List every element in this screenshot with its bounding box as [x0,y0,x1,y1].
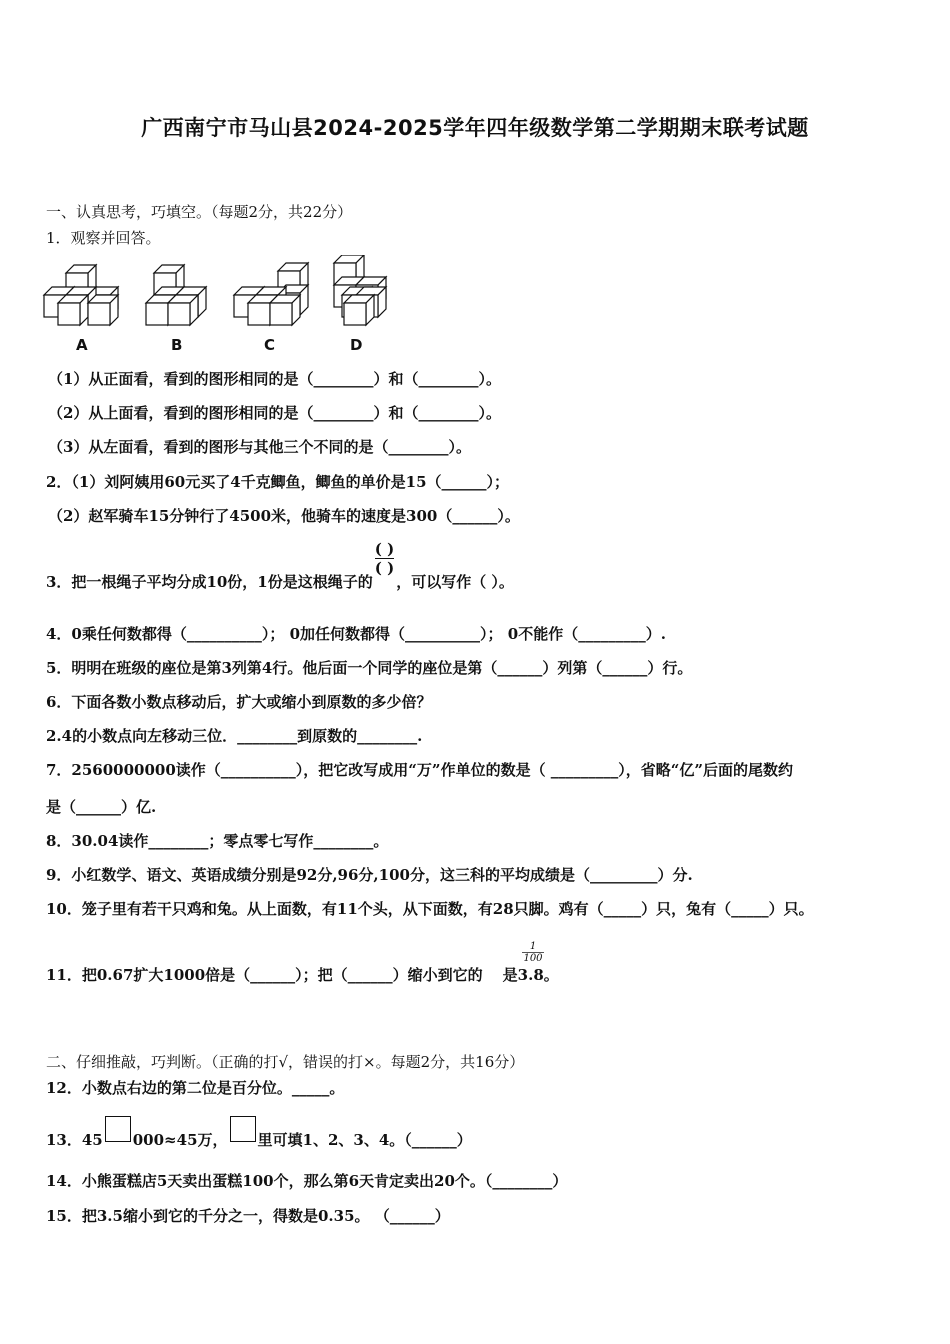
q11-text-after: 是3.8。 [502,966,559,984]
q6-stem: 6．下面各数小数点移动后，扩大或缩小到原数的多少倍？ [46,693,432,711]
section2-heading: 二、仔细推敲，巧判断。（正确的打√，错误的打×。每题2分，共16分） [46,1053,525,1071]
q11-line [46,965,559,985]
q2-part2: （2）赵军骑车15分钟行了4500米，他骑车的速度是300（______）。 [48,507,520,525]
label-b: B [171,336,183,354]
q1-stem: 1．观察并回答。 [46,229,161,247]
q3-text-before: 3．把一根绳子平均分成10份，1份是这根绳子的 [46,572,373,591]
q11-frac-den: 100 [523,953,543,964]
figure-c [234,263,308,325]
q3-frac-den: ( ) [374,559,395,577]
q7-line2: 是（______）亿. [46,798,157,816]
q13-line [46,1124,472,1150]
q5-text: 5．明明在班级的座位是第3列第4行。他后面一个同学的座位是第（______）列第（______）行。 [46,659,693,677]
q13-text-c: 里可填1、2、3、4。（______） [257,1131,472,1149]
section1-heading: 一、认真思考，巧填空。（每题2分，共22分） [46,203,353,221]
q3-line [46,540,514,591]
q13-box-reference [230,1116,256,1142]
q13-blank-box[interactable] [105,1116,131,1142]
q12-text: 12．小数点右边的第二位是百分位。_____。 [46,1079,345,1097]
q1-part2: （2）从上面看，看到的图形相同的是（________）和（________）。 [48,404,501,422]
label-d: D [350,336,363,354]
figure-d [334,255,386,325]
q3-text-after: ，可以写作（ ）。 [396,572,514,591]
figure-a [44,265,118,325]
q6-line: 2.4的小数点向左移动三位．________到原数的________. [46,727,423,745]
q4-text: 4．0乘任何数都得（__________）； 0加任何数都得（__________）； 0不能作（_________）. [46,625,666,643]
q11-fraction [522,941,544,964]
q13-text-a: 13．45 [46,1131,103,1149]
q2-part1: 2．（1）刘阿姨用60元买了4千克鲫鱼，鲫鱼的单价是15（______）； [46,473,510,491]
q1-part3: （3）从左面看，看到的图形与其他三个不同的是（________）。 [48,438,471,456]
q11-frac-num: 1 [529,941,537,952]
page-title: 广西南宁市马山县2024-2025学年四年级数学第二学期期末联考试题 [141,116,809,140]
q3-fraction [375,540,394,577]
label-c: C [264,336,276,354]
q14-text: 14．小熊蛋糕店5天卖出蛋糕100个，那么第6天肯定卖出20个。（________） [46,1172,568,1190]
q9-text: 9．小红数学、语文、英语成绩分别是92分,96分,100分，这三科的平均成绩是（_________）分. [46,866,693,884]
q10-text: 10．笼子里有若干只鸡和兔。从上面数，有11个头，从下面数，有28只脚。鸡有（_____）只，兔有（_____）只。 [46,900,814,918]
cube-figures [40,255,400,355]
q13-text-b: 000≈45万， [132,1131,228,1149]
q8-text: 8．30.04读作________；零点零七写作________。 [46,832,389,850]
q15-text: 15．把3.5缩小到它的千分之一，得数是0.35。 （______） [46,1207,450,1225]
label-a: A [76,336,88,354]
q11-text-before: 11．把0.67扩大1000倍是（______）；把（______）缩小到它的 [46,966,483,984]
q1-part1: （1）从正面看，看到的图形相同的是（________）和（________）。 [48,370,501,388]
q3-frac-num: ( ) [374,540,395,558]
figure-b [146,265,206,325]
q7-line1: 7．2560000000读作（__________），把它改写成用“万”作单位的数是（ _________），省略“亿”后面的尾数约 [46,761,794,779]
